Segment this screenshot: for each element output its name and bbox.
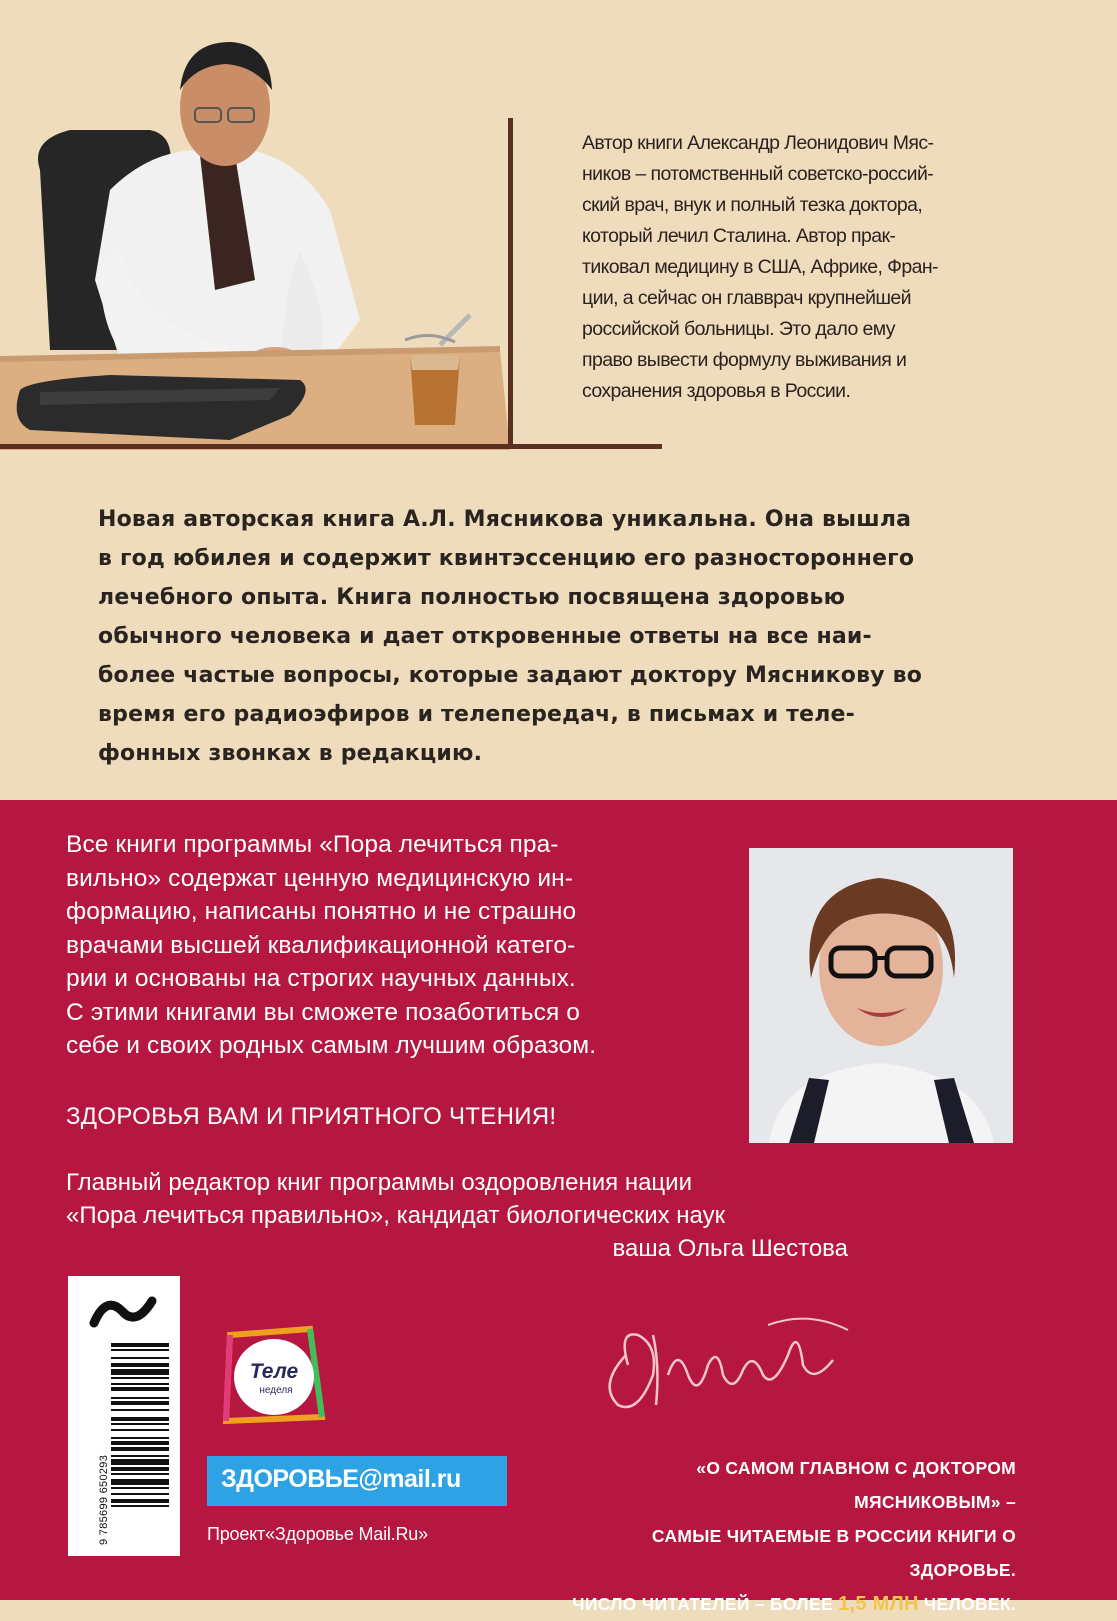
series-line: врачами высшей квалификационной катего-	[66, 931, 576, 959]
author-photo	[0, 20, 510, 450]
barcode-icon	[103, 1343, 171, 1548]
tele-logo-word: Теле	[249, 1360, 299, 1383]
series-line: себе и своих родных самым лучшим образом.	[66, 1032, 597, 1059]
accent-horizontal-line	[0, 444, 662, 449]
description-line: время его радиоэфиров и телепередач, в письмах и теле-	[98, 702, 856, 727]
book-description	[98, 500, 996, 773]
quote-line	[556, 1587, 1016, 1621]
editor-photo	[749, 848, 1013, 1143]
wish-heading: ЗДОРОВЬЯ ВАМ И ПРИЯТНОГО ЧТЕНИЯ!	[66, 1103, 557, 1130]
quote-text: ЧЕЛОВЕК.	[918, 1594, 1016, 1614]
bio-line: ции, а сейчас он главврач крупнейшей	[582, 287, 911, 309]
quote-text: ЧИСЛО ЧИТАТЕЛЕЙ – БОЛЕЕ	[572, 1594, 839, 1614]
series-line: Все книги программы «Пора лечиться пра-	[66, 831, 559, 858]
quote-line: «О САМОМ ГЛАВНОМ С ДОКТОРОМ МЯСНИКОВЫМ» –	[696, 1458, 1016, 1512]
bio-line: тиковал медицину в США, Африке, Фран-	[582, 256, 938, 278]
bio-line: сохранения здоровья в России.	[582, 380, 851, 402]
series-description	[66, 828, 718, 1063]
editor-name: ваша Ольга Шестова	[612, 1235, 848, 1262]
tele-nedelya-logo	[218, 1325, 326, 1425]
readers-count: 1,5 МЛН	[838, 1593, 919, 1615]
bio-line: право вывести формулу выживания и	[582, 349, 907, 371]
barcode-digits	[84, 1335, 110, 1545]
bio-line: который лечил Сталина. Автор прак-	[582, 225, 896, 247]
series-line: вильно» содержат ценную медицинскую ин-	[66, 864, 573, 892]
zdorovie-mail-logo	[207, 1456, 507, 1506]
author-bio	[582, 128, 1000, 407]
description-line: лечебного опыта. Книга полностью посвящена здоровью	[98, 585, 846, 610]
series-line: формацию, написаны понятно и не страшно	[66, 898, 577, 925]
editor-credit	[66, 1166, 866, 1265]
description-line: в год юбилея и содержит квинтэссенцию его разностороннего	[98, 546, 915, 571]
zdorovie-logo-text: ЗДОРОВЬЕ@mail.ru	[221, 1465, 461, 1493]
bio-line: российской больницы. Это дало ему	[582, 318, 895, 340]
publisher-logo-icon	[84, 1283, 164, 1341]
series-quote	[556, 1451, 1016, 1621]
barcode-number: 9 785699 650293	[98, 1454, 110, 1545]
editor-line: «Пора лечиться правильно», кандидат биологических наук	[66, 1202, 726, 1229]
description-line: обычного человека и дает откровенные ответы на все наи-	[98, 624, 872, 649]
series-line: С этими книгами вы сможете позаботиться о	[66, 998, 580, 1026]
bio-line: Автор книги Александр Леонидович Мяс-	[582, 132, 934, 154]
description-line: более частые вопросы, которые задают доктору Мясникову во	[98, 663, 923, 688]
bio-line: ский врач, внук и полный тезка доктора,	[582, 194, 923, 216]
editor-line: Главный редактор книг программы оздоровления нации	[66, 1169, 692, 1196]
project-label: Проект«Здоровье Mail.Ru»	[207, 1524, 428, 1544]
bio-line: ников – потомственный советско-россий-	[582, 163, 934, 185]
accent-vertical-line	[508, 118, 513, 448]
quote-line: САМЫЕ ЧИТАЕМЫЕ В РОССИИ КНИГИ О ЗДОРОВЬЕ.	[651, 1526, 1016, 1580]
description-line: фонных звонках в редакцию.	[98, 741, 483, 766]
description-line: Новая авторская книга А.Л. Мясникова уникальна. Она вышла	[98, 507, 912, 532]
series-line: рии и основаны на строгих научных данных.	[66, 965, 576, 992]
signature	[598, 1305, 858, 1415]
tele-logo-subword: неделя	[259, 1385, 293, 1396]
